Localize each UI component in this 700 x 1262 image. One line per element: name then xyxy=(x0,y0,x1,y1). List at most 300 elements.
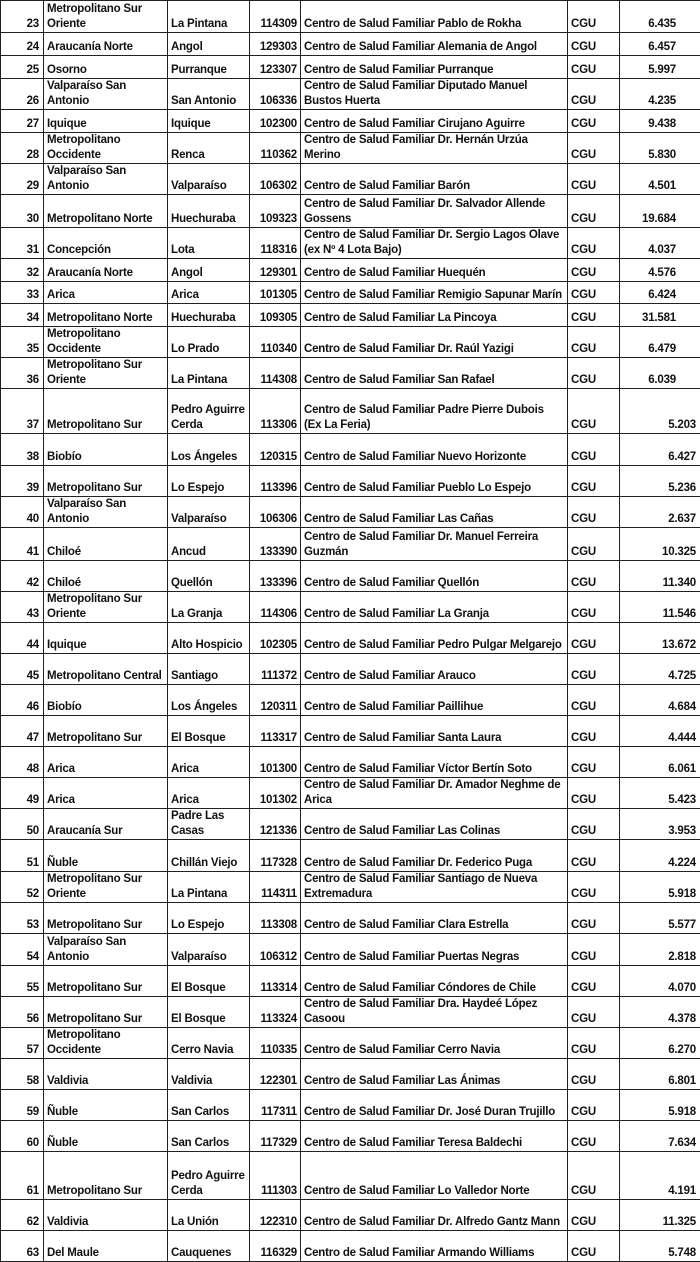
type-cell: CGU xyxy=(568,259,620,282)
value-cell: 10.325 xyxy=(620,528,700,561)
establishment-code-cell: 110340 xyxy=(250,327,301,358)
establishment-name-cell: Centro de Salud Familiar Armando Williams xyxy=(301,1231,568,1262)
value-cell: 6.427 xyxy=(620,434,700,466)
commune-cell: Arica xyxy=(168,282,250,304)
commune-cell: San Antonio xyxy=(168,79,250,110)
value-cell: 5.423 xyxy=(620,778,700,809)
table-row xyxy=(1,716,700,747)
type-cell: CGU xyxy=(568,195,620,228)
row-number: 62 xyxy=(1,1200,44,1231)
establishment-name-cell: Centro de Salud Familiar Pablo de Rokha xyxy=(301,1,568,33)
row-number: 50 xyxy=(1,809,44,840)
row-number: 55 xyxy=(1,966,44,997)
region-cell: Concepción xyxy=(44,228,168,259)
region-cell: Metropolitano Sur xyxy=(44,389,168,434)
table-row xyxy=(1,195,700,228)
commune-cell: El Bosque xyxy=(168,966,250,997)
value-cell: 6.039 xyxy=(620,358,700,389)
value-cell: 5.997 xyxy=(620,56,700,79)
row-number: 56 xyxy=(1,997,44,1028)
region-cell: Chiloé xyxy=(44,528,168,561)
establishment-name-cell: Centro de Salud Familiar Remigio Sapunar Marín xyxy=(301,282,568,304)
commune-cell: Valparaíso xyxy=(168,164,250,195)
establishment-name-cell: Centro de Salud Familiar Dr. Salvador Allende Gossens xyxy=(301,195,568,228)
table-row xyxy=(1,133,700,164)
region-cell: Metropolitano Sur Oriente xyxy=(44,358,168,389)
type-cell: CGU xyxy=(568,304,620,327)
commune-cell: Alto Hospicio xyxy=(168,623,250,654)
commune-cell: Valparaíso xyxy=(168,934,250,966)
commune-cell: La Pintana xyxy=(168,872,250,903)
row-number: 24 xyxy=(1,33,44,56)
establishment-code-cell: 102305 xyxy=(250,623,301,654)
row-number: 34 xyxy=(1,304,44,327)
establishment-code-cell: 113317 xyxy=(250,716,301,747)
commune-cell: Pedro Aguirre Cerda xyxy=(168,389,250,434)
value-cell: 5.918 xyxy=(620,872,700,903)
region-cell: Iquique xyxy=(44,623,168,654)
row-number: 23 xyxy=(1,1,44,33)
establishment-name-cell: Centro de Salud Familiar Dr. Alfredo Gantz Mann xyxy=(301,1200,568,1231)
value-cell: 6.435 xyxy=(620,1,700,33)
establishment-name-cell: Centro de Salud Familiar Santiago de Nueva Extremadura xyxy=(301,872,568,903)
region-cell: Valparaíso San Antonio xyxy=(44,934,168,966)
commune-cell: Los Ángeles xyxy=(168,685,250,716)
row-number: 41 xyxy=(1,528,44,561)
row-number: 57 xyxy=(1,1028,44,1059)
type-cell: CGU xyxy=(568,497,620,528)
region-cell: Ñuble xyxy=(44,840,168,872)
value-cell: 4.191 xyxy=(620,1152,700,1200)
value-cell: 4.037 xyxy=(620,228,700,259)
type-cell: CGU xyxy=(568,561,620,592)
region-cell: Metropolitano Sur xyxy=(44,997,168,1028)
type-cell: CGU xyxy=(568,1090,620,1121)
value-cell: 4.378 xyxy=(620,997,700,1028)
table-row xyxy=(1,228,700,259)
establishment-code-cell: 114308 xyxy=(250,358,301,389)
row-number: 40 xyxy=(1,497,44,528)
type-cell: CGU xyxy=(568,528,620,561)
establishment-name-cell: Centro de Salud Familiar Cerro Navia xyxy=(301,1028,568,1059)
type-cell: CGU xyxy=(568,1121,620,1152)
value-cell: 6.457 xyxy=(620,33,700,56)
commune-cell: Lo Prado xyxy=(168,327,250,358)
table-row xyxy=(1,497,700,528)
type-cell: CGU xyxy=(568,747,620,778)
type-cell: CGU xyxy=(568,809,620,840)
value-cell: 5.830 xyxy=(620,133,700,164)
type-cell: CGU xyxy=(568,1200,620,1231)
table-row xyxy=(1,747,700,778)
establishment-name-cell: Centro de Salud Familiar Dr. Federico Puga xyxy=(301,840,568,872)
row-number: 53 xyxy=(1,903,44,934)
region-cell: Ñuble xyxy=(44,1090,168,1121)
region-cell: Biobío xyxy=(44,685,168,716)
establishment-code-cell: 106306 xyxy=(250,497,301,528)
type-cell: CGU xyxy=(568,592,620,623)
commune-cell: Purranque xyxy=(168,56,250,79)
region-cell: Metropolitano Occidente xyxy=(44,1028,168,1059)
establishment-code-cell: 114309 xyxy=(250,1,301,33)
row-number: 48 xyxy=(1,747,44,778)
type-cell: CGU xyxy=(568,33,620,56)
establishment-name-cell: Centro de Salud Familiar Pueblo Lo Espejo xyxy=(301,466,568,497)
establishment-name-cell: Centro de Salud Familiar Puertas Negras xyxy=(301,934,568,966)
table-row xyxy=(1,1090,700,1121)
row-number: 46 xyxy=(1,685,44,716)
establishment-code-cell: 129303 xyxy=(250,33,301,56)
establishment-name-cell: Centro de Salud Familiar La Pincoya xyxy=(301,304,568,327)
establishment-name-cell: Centro de Salud Familiar Paillihue xyxy=(301,685,568,716)
row-number: 26 xyxy=(1,79,44,110)
commune-cell: Huechuraba xyxy=(168,304,250,327)
value-cell: 4.684 xyxy=(620,685,700,716)
table-row xyxy=(1,903,700,934)
commune-cell: La Pintana xyxy=(168,358,250,389)
row-number: 47 xyxy=(1,716,44,747)
type-cell: CGU xyxy=(568,997,620,1028)
row-number: 61 xyxy=(1,1152,44,1200)
establishment-code-cell: 113314 xyxy=(250,966,301,997)
region-cell: Metropolitano Sur xyxy=(44,966,168,997)
value-cell: 5.236 xyxy=(620,466,700,497)
establishment-name-cell: Centro de Salud Familiar Quellón xyxy=(301,561,568,592)
row-number: 60 xyxy=(1,1121,44,1152)
establishment-code-cell: 133390 xyxy=(250,528,301,561)
type-cell: CGU xyxy=(568,716,620,747)
commune-cell: Padre Las Casas xyxy=(168,809,250,840)
region-cell: Arica xyxy=(44,778,168,809)
type-cell: CGU xyxy=(568,872,620,903)
establishment-code-cell: 123307 xyxy=(250,56,301,79)
type-cell: CGU xyxy=(568,623,620,654)
establishment-name-cell: Centro de Salud Familiar Nuevo Horizonte xyxy=(301,434,568,466)
type-cell: CGU xyxy=(568,1059,620,1090)
commune-cell: Ancud xyxy=(168,528,250,561)
table-row xyxy=(1,528,700,561)
table-row xyxy=(1,561,700,592)
value-cell: 6.061 xyxy=(620,747,700,778)
region-cell: Araucanía Norte xyxy=(44,259,168,282)
type-cell: CGU xyxy=(568,1028,620,1059)
establishment-name-cell: Centro de Salud Familiar Dra. Haydeé López Casoou xyxy=(301,997,568,1028)
commune-cell: Chillán Viejo xyxy=(168,840,250,872)
value-cell: 4.576 xyxy=(620,259,700,282)
region-cell: Metropolitano Sur xyxy=(44,903,168,934)
type-cell: CGU xyxy=(568,79,620,110)
commune-cell: La Pintana xyxy=(168,1,250,33)
row-number: 44 xyxy=(1,623,44,654)
table-row xyxy=(1,1028,700,1059)
row-number: 29 xyxy=(1,164,44,195)
row-number: 28 xyxy=(1,133,44,164)
commune-cell: El Bosque xyxy=(168,997,250,1028)
commune-cell: Lota xyxy=(168,228,250,259)
establishment-name-cell: Centro de Salud Familiar Diputado Manuel Bustos Huerta xyxy=(301,79,568,110)
region-cell: Ñuble xyxy=(44,1121,168,1152)
value-cell: 6.479 xyxy=(620,327,700,358)
type-cell: CGU xyxy=(568,56,620,79)
type-cell: CGU xyxy=(568,434,620,466)
commune-cell: La Unión xyxy=(168,1200,250,1231)
type-cell: CGU xyxy=(568,110,620,133)
region-cell: Arica xyxy=(44,282,168,304)
row-number: 54 xyxy=(1,934,44,966)
value-cell: 4.070 xyxy=(620,966,700,997)
row-number: 31 xyxy=(1,228,44,259)
commune-cell: Angol xyxy=(168,33,250,56)
commune-cell: Arica xyxy=(168,747,250,778)
value-cell: 3.953 xyxy=(620,809,700,840)
type-cell: CGU xyxy=(568,778,620,809)
establishment-name-cell: Centro de Salud Familiar Dr. José Duran Trujillo xyxy=(301,1090,568,1121)
establishment-code-cell: 113306 xyxy=(250,389,301,434)
region-cell: Metropolitano Sur Oriente xyxy=(44,1,168,33)
establishment-code-cell: 117311 xyxy=(250,1090,301,1121)
region-cell: Metropolitano Sur Oriente xyxy=(44,592,168,623)
value-cell: 2.818 xyxy=(620,934,700,966)
type-cell: CGU xyxy=(568,282,620,304)
establishment-code-cell: 114311 xyxy=(250,872,301,903)
establishment-code-cell: 110335 xyxy=(250,1028,301,1059)
establishment-name-cell: Centro de Salud Familiar Las Cañas xyxy=(301,497,568,528)
commune-cell: Lo Espejo xyxy=(168,466,250,497)
type-cell: CGU xyxy=(568,389,620,434)
value-cell: 6.424 xyxy=(620,282,700,304)
region-cell: Metropolitano Occidente xyxy=(44,327,168,358)
row-number: 52 xyxy=(1,872,44,903)
region-cell: Iquique xyxy=(44,110,168,133)
row-number: 37 xyxy=(1,389,44,434)
establishment-code-cell: 109305 xyxy=(250,304,301,327)
row-number: 49 xyxy=(1,778,44,809)
table-row xyxy=(1,259,700,282)
value-cell: 4.501 xyxy=(620,164,700,195)
row-number: 59 xyxy=(1,1090,44,1121)
type-cell: CGU xyxy=(568,133,620,164)
value-cell: 9.438 xyxy=(620,110,700,133)
value-cell: 11.325 xyxy=(620,1200,700,1231)
row-number: 45 xyxy=(1,654,44,685)
table-row xyxy=(1,1059,700,1090)
value-cell: 31.581 xyxy=(620,304,700,327)
establishment-code-cell: 101302 xyxy=(250,778,301,809)
establishment-code-cell: 133396 xyxy=(250,561,301,592)
region-cell: Metropolitano Norte xyxy=(44,195,168,228)
commune-cell: Valparaíso xyxy=(168,497,250,528)
row-number: 58 xyxy=(1,1059,44,1090)
commune-cell: Huechuraba xyxy=(168,195,250,228)
establishment-name-cell: Centro de Salud Familiar Huequén xyxy=(301,259,568,282)
type-cell: CGU xyxy=(568,466,620,497)
establishment-name-cell: Centro de Salud Familiar Clara Estrella xyxy=(301,903,568,934)
row-number: 63 xyxy=(1,1231,44,1262)
table-row xyxy=(1,623,700,654)
type-cell: CGU xyxy=(568,903,620,934)
table-row xyxy=(1,685,700,716)
establishment-code-cell: 113308 xyxy=(250,903,301,934)
establishment-code-cell: 113324 xyxy=(250,997,301,1028)
establishment-name-cell: Centro de Salud Familiar San Rafael xyxy=(301,358,568,389)
table-row xyxy=(1,282,700,304)
row-number: 32 xyxy=(1,259,44,282)
table-row xyxy=(1,997,700,1028)
table-row xyxy=(1,358,700,389)
table-row xyxy=(1,56,700,79)
region-cell: Metropolitano Central xyxy=(44,654,168,685)
table-row xyxy=(1,654,700,685)
establishment-name-cell: Centro de Salud Familiar Lo Valledor Norte xyxy=(301,1152,568,1200)
value-cell: 5.918 xyxy=(620,1090,700,1121)
row-number: 33 xyxy=(1,282,44,304)
value-cell: 4.725 xyxy=(620,654,700,685)
table-row xyxy=(1,1,700,33)
establishment-code-cell: 109323 xyxy=(250,195,301,228)
establishment-name-cell: Centro de Salud Familiar Cirujano Aguirre xyxy=(301,110,568,133)
row-number: 42 xyxy=(1,561,44,592)
type-cell: CGU xyxy=(568,1152,620,1200)
commune-cell: San Carlos xyxy=(168,1121,250,1152)
table-row xyxy=(1,33,700,56)
type-cell: CGU xyxy=(568,1,620,33)
table-row xyxy=(1,1231,700,1262)
commune-cell: La Granja xyxy=(168,592,250,623)
table-row xyxy=(1,592,700,623)
establishment-name-cell: Centro de Salud Familiar La Granja xyxy=(301,592,568,623)
commune-cell: Los Ángeles xyxy=(168,434,250,466)
establishment-name-cell: Centro de Salud Familiar Alemania de Angol xyxy=(301,33,568,56)
establishment-code-cell: 129301 xyxy=(250,259,301,282)
commune-cell: Iquique xyxy=(168,110,250,133)
establishment-name-cell: Centro de Salud Familiar Arauco xyxy=(301,654,568,685)
value-cell: 4.444 xyxy=(620,716,700,747)
row-number: 35 xyxy=(1,327,44,358)
region-cell: Arica xyxy=(44,747,168,778)
commune-cell: El Bosque xyxy=(168,716,250,747)
value-cell: 13.672 xyxy=(620,623,700,654)
row-number: 51 xyxy=(1,840,44,872)
table-row xyxy=(1,79,700,110)
table-row xyxy=(1,164,700,195)
type-cell: CGU xyxy=(568,685,620,716)
row-number: 27 xyxy=(1,110,44,133)
region-cell: Metropolitano Sur Oriente xyxy=(44,872,168,903)
table-row xyxy=(1,934,700,966)
region-cell: Araucanía Sur xyxy=(44,809,168,840)
establishment-code-cell: 111303 xyxy=(250,1152,301,1200)
commune-cell: Quellón xyxy=(168,561,250,592)
value-cell: 5.577 xyxy=(620,903,700,934)
table-row xyxy=(1,966,700,997)
value-cell: 6.801 xyxy=(620,1059,700,1090)
row-number: 38 xyxy=(1,434,44,466)
region-cell: Metropolitano Sur xyxy=(44,1152,168,1200)
row-number: 25 xyxy=(1,56,44,79)
value-cell: 5.748 xyxy=(620,1231,700,1262)
establishment-name-cell: Centro de Salud Familiar Purranque xyxy=(301,56,568,79)
type-cell: CGU xyxy=(568,358,620,389)
establishment-code-cell: 116329 xyxy=(250,1231,301,1262)
value-cell: 11.340 xyxy=(620,561,700,592)
value-cell: 2.637 xyxy=(620,497,700,528)
region-cell: Chiloé xyxy=(44,561,168,592)
establishment-name-cell: Centro de Salud Familiar Barón xyxy=(301,164,568,195)
establishment-code-cell: 122310 xyxy=(250,1200,301,1231)
commune-cell: Renca xyxy=(168,133,250,164)
commune-cell: San Carlos xyxy=(168,1090,250,1121)
table-row xyxy=(1,327,700,358)
establishment-code-cell: 118316 xyxy=(250,228,301,259)
establishment-code-cell: 114306 xyxy=(250,592,301,623)
establishment-name-cell: Centro de Salud Familiar Dr. Amador Neghme de Arica xyxy=(301,778,568,809)
region-cell: Metropolitano Norte xyxy=(44,304,168,327)
region-cell: Biobío xyxy=(44,434,168,466)
establishment-name-cell: Centro de Salud Familiar Las Ánimas xyxy=(301,1059,568,1090)
establishment-name-cell: Centro de Salud Familiar Dr. Raúl Yazigi xyxy=(301,327,568,358)
establishment-code-cell: 106336 xyxy=(250,79,301,110)
region-cell: Araucanía Norte xyxy=(44,33,168,56)
table-row xyxy=(1,840,700,872)
establishment-code-cell: 117329 xyxy=(250,1121,301,1152)
establishment-code-cell: 101305 xyxy=(250,282,301,304)
commune-cell: Cerro Navia xyxy=(168,1028,250,1059)
commune-cell: Santiago xyxy=(168,654,250,685)
row-number: 30 xyxy=(1,195,44,228)
establishment-name-cell: Centro de Salud Familiar Teresa Baldechi xyxy=(301,1121,568,1152)
table-row xyxy=(1,1152,700,1200)
commune-cell: Cauquenes xyxy=(168,1231,250,1262)
establishment-code-cell: 120311 xyxy=(250,685,301,716)
establishment-name-cell: Centro de Salud Familiar Santa Laura xyxy=(301,716,568,747)
establishment-code-cell: 121336 xyxy=(250,809,301,840)
type-cell: CGU xyxy=(568,327,620,358)
table-row xyxy=(1,389,700,434)
commune-cell: Lo Espejo xyxy=(168,903,250,934)
table-body xyxy=(1,1,700,1262)
establishment-code-cell: 106312 xyxy=(250,934,301,966)
value-cell: 5.203 xyxy=(620,389,700,434)
region-cell: Valdivia xyxy=(44,1059,168,1090)
establishment-code-cell: 110362 xyxy=(250,133,301,164)
commune-cell: Pedro Aguirre Cerda xyxy=(168,1152,250,1200)
commune-cell: Angol xyxy=(168,259,250,282)
commune-cell: Valdivia xyxy=(168,1059,250,1090)
row-number: 43 xyxy=(1,592,44,623)
table-row xyxy=(1,872,700,903)
establishment-code-cell: 113396 xyxy=(250,466,301,497)
establishment-code-cell: 122301 xyxy=(250,1059,301,1090)
establishment-code-cell: 101300 xyxy=(250,747,301,778)
table-row xyxy=(1,434,700,466)
establishment-name-cell: Centro de Salud Familiar Cóndores de Chile xyxy=(301,966,568,997)
commune-cell: Arica xyxy=(168,778,250,809)
value-cell: 4.235 xyxy=(620,79,700,110)
type-cell: CGU xyxy=(568,934,620,966)
table-row xyxy=(1,110,700,133)
type-cell: CGU xyxy=(568,966,620,997)
type-cell: CGU xyxy=(568,654,620,685)
table-row xyxy=(1,466,700,497)
region-cell: Metropolitano Occidente xyxy=(44,133,168,164)
value-cell: 19.684 xyxy=(620,195,700,228)
establishment-code-cell: 117328 xyxy=(250,840,301,872)
type-cell: CGU xyxy=(568,1231,620,1262)
table-row xyxy=(1,778,700,809)
value-cell: 4.224 xyxy=(620,840,700,872)
row-number: 36 xyxy=(1,358,44,389)
establishment-name-cell: Centro de Salud Familiar Las Colinas xyxy=(301,809,568,840)
